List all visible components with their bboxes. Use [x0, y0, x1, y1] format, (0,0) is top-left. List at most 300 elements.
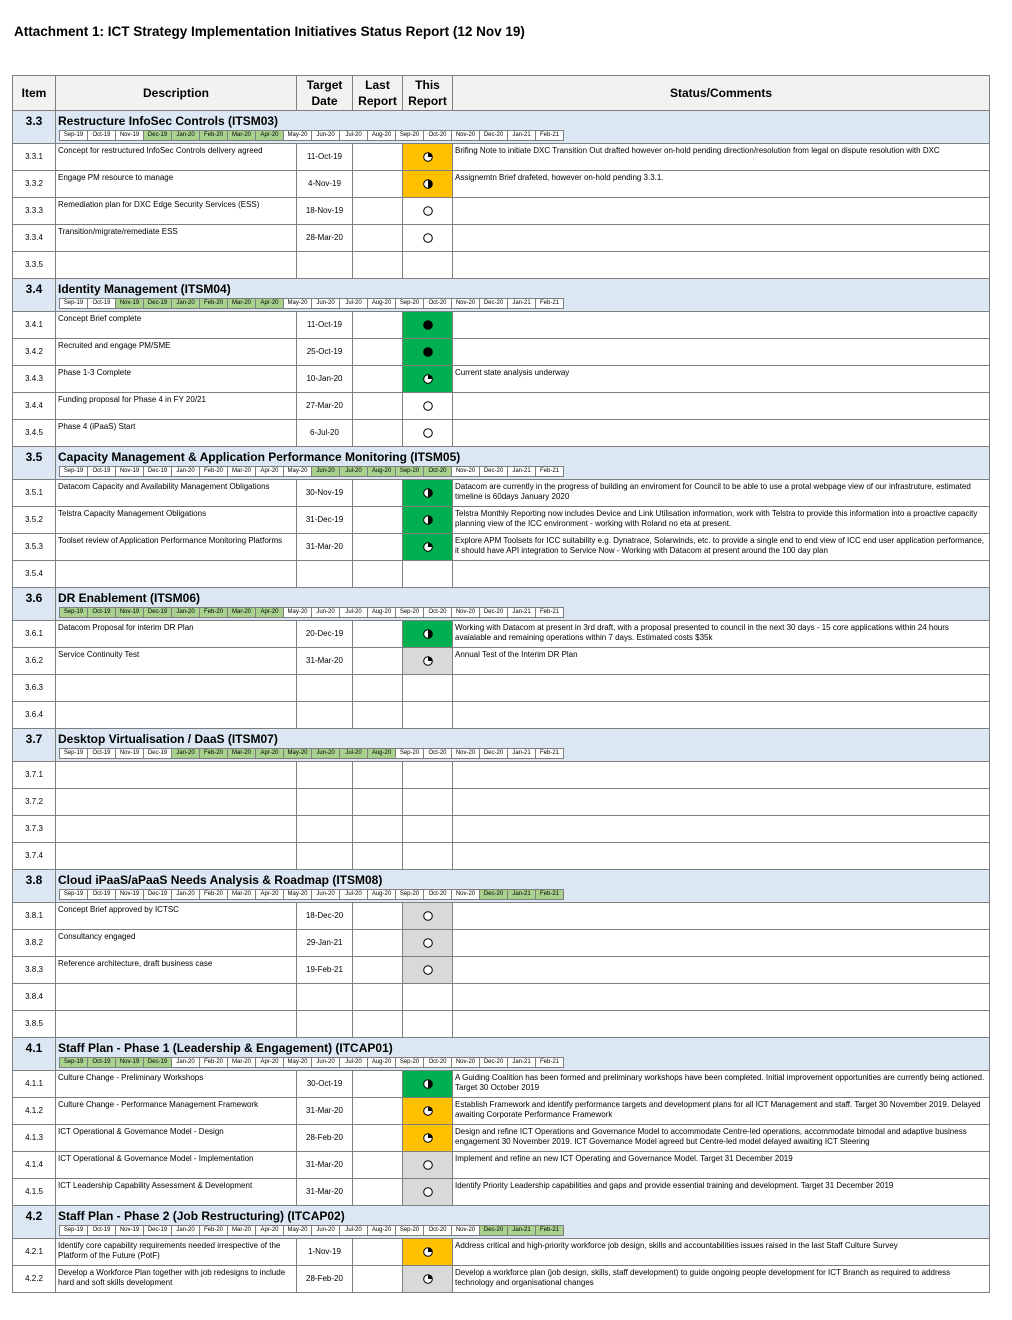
- timeline-month: Jun-20: [312, 1058, 340, 1067]
- item-target-date: [297, 675, 353, 702]
- item-status-comments: Implement and refine an new ICT Operating and Governance Model. Target 31 December 2019: [453, 1152, 990, 1179]
- timeline-month: Feb-20: [200, 467, 228, 476]
- section-timeline: [59, 889, 564, 900]
- timeline-month: Dec-19: [144, 608, 172, 617]
- timeline-month: Nov-20: [452, 131, 480, 140]
- table-row: [13, 534, 990, 561]
- item-number: 3.8.4: [13, 984, 56, 1011]
- status-indicator: [403, 1125, 452, 1151]
- timeline-month: Dec-20: [480, 608, 508, 617]
- item-target-date: 31-Dec-19: [297, 507, 353, 534]
- timeline-month: Oct-20: [424, 749, 452, 758]
- timeline-month: Jan-20: [172, 131, 200, 140]
- item-target-date: 11-Oct-19: [297, 312, 353, 339]
- item-status-comments: [453, 789, 990, 816]
- item-this-report: [403, 1266, 453, 1293]
- timeline-month: Jul-20: [340, 749, 368, 758]
- item-status-comments: Develop a workforce plan (job design, skills, staff development) to guide ongoing people development for ICT Branch as required to address technology and organisational changes: [453, 1266, 990, 1293]
- timeline-month: Mar-20: [228, 890, 256, 899]
- item-number: 3.5.1: [13, 480, 56, 507]
- timeline-month: Jan-20: [172, 467, 200, 476]
- item-target-date: 30-Oct-19: [297, 1071, 353, 1098]
- item-last-report: [353, 1266, 403, 1293]
- item-number: 3.4.5: [13, 420, 56, 447]
- item-number: 4.1.2: [13, 1098, 56, 1125]
- timeline-month: Oct-20: [424, 890, 452, 899]
- item-target-date: 11-Oct-19: [297, 144, 353, 171]
- item-description: Reference architecture, draft business case: [56, 957, 297, 984]
- item-status-comments: [453, 702, 990, 729]
- item-target-date: 31-Mar-20: [297, 1098, 353, 1125]
- section-header-row: [13, 870, 990, 903]
- item-status-comments: Working with Datacom at present in 3rd draft, with a proposal presented to council in the next 30 days - 15 core applications within 24 hours avaialable and remaining operations within 7 days. Estimated costs $35k: [453, 621, 990, 648]
- item-this-report: [403, 198, 453, 225]
- timeline-month: Nov-19: [116, 1058, 144, 1067]
- item-description: Service Continuity Test: [56, 648, 297, 675]
- item-this-report: [403, 420, 453, 447]
- item-number: 3.6.1: [13, 621, 56, 648]
- table-row: [13, 762, 990, 789]
- item-number: 3.8.1: [13, 903, 56, 930]
- item-status-comments: [453, 339, 990, 366]
- timeline-month: Oct-20: [424, 131, 452, 140]
- status-indicator: [403, 312, 452, 338]
- table-row: [13, 1152, 990, 1179]
- timeline-month: Sep-19: [60, 608, 88, 617]
- item-status-comments: Annual Test of the Interim DR Plan: [453, 648, 990, 675]
- item-last-report: [353, 762, 403, 789]
- table-row: [13, 252, 990, 279]
- item-last-report: [353, 171, 403, 198]
- timeline-month: Jun-20: [312, 749, 340, 758]
- timeline-month: Nov-20: [452, 749, 480, 758]
- item-this-report: [403, 1071, 453, 1098]
- item-target-date: [297, 816, 353, 843]
- timeline-month: Jul-20: [340, 299, 368, 308]
- item-target-date: [297, 843, 353, 870]
- timeline-month: Oct-19: [88, 749, 116, 758]
- item-number: 4.1.5: [13, 1179, 56, 1206]
- timeline-month: Dec-20: [480, 299, 508, 308]
- timeline-month: Mar-20: [228, 131, 256, 140]
- item-status-comments: Explore APM Toolsets for ICC suitability e.g. Dynatrace, Solarwinds, etc. to provide a single end to end view of ICC end user application performance, it should have API integration to Service Now - Working with Datacom at present around the 100 day plan: [453, 534, 990, 561]
- item-last-report: [353, 225, 403, 252]
- timeline-month: Dec-20: [480, 1226, 508, 1235]
- item-status-comments: [453, 816, 990, 843]
- timeline-month: May-20: [284, 890, 312, 899]
- timeline-month: Mar-20: [228, 1226, 256, 1235]
- item-status-comments: [453, 903, 990, 930]
- status-half-icon: [423, 179, 433, 189]
- timeline-month: May-20: [284, 131, 312, 140]
- table-row: [13, 675, 990, 702]
- timeline-month: Dec-19: [144, 1226, 172, 1235]
- item-last-report: [353, 903, 403, 930]
- timeline-month: Dec-19: [144, 749, 172, 758]
- item-last-report: [353, 1152, 403, 1179]
- header-this-report: This Report: [403, 76, 453, 111]
- status-indicator: [403, 930, 452, 956]
- status-indicator: [403, 1239, 452, 1265]
- item-target-date: 1-Nov-19: [297, 1239, 353, 1266]
- status-indicator: [403, 648, 452, 674]
- item-last-report: [353, 480, 403, 507]
- timeline-month: Sep-20: [396, 608, 424, 617]
- item-last-report: [353, 1239, 403, 1266]
- status-not-started-icon: [423, 1187, 433, 1197]
- status-indicator: [403, 903, 452, 929]
- item-last-report: [353, 366, 403, 393]
- item-number: 3.4.4: [13, 393, 56, 420]
- item-description: Remediation plan for DXC Edge Security Services (ESS): [56, 198, 297, 225]
- item-last-report: [353, 1011, 403, 1038]
- timeline-month: Oct-20: [424, 608, 452, 617]
- status-not-started-icon: [423, 1160, 433, 1170]
- item-description: Phase 4 (iPaaS) Start: [56, 420, 297, 447]
- section-title-cell: [56, 279, 990, 312]
- table-row: [13, 507, 990, 534]
- item-last-report: [353, 534, 403, 561]
- status-half-icon: [423, 515, 433, 525]
- item-status-comments: Identify Priority Leadership capabilities and gaps and provide essential training and development. Target 31 December 2019: [453, 1179, 990, 1206]
- section-title-cell: [56, 447, 990, 480]
- timeline-month: Jun-20: [312, 1226, 340, 1235]
- section-title: Staff Plan - Phase 2 (Job Restructuring) (ITCAP02): [58, 1209, 345, 1223]
- item-description: Consultancy engaged: [56, 930, 297, 957]
- timeline-month: Dec-20: [480, 890, 508, 899]
- item-target-date: 31-Mar-20: [297, 534, 353, 561]
- timeline-month: Jan-21: [508, 467, 536, 476]
- timeline-month: Aug-20: [368, 1226, 396, 1235]
- status-indicator: [403, 534, 452, 560]
- item-last-report: [353, 312, 403, 339]
- timeline-month: May-20: [284, 1058, 312, 1067]
- item-last-report: [353, 507, 403, 534]
- timeline-month: Feb-20: [200, 608, 228, 617]
- item-target-date: 20-Dec-19: [297, 621, 353, 648]
- item-last-report: [353, 648, 403, 675]
- item-description: Telstra Capacity Management Obligations: [56, 507, 297, 534]
- timeline-month: May-20: [284, 467, 312, 476]
- item-number: 3.3.5: [13, 252, 56, 279]
- timeline-month: Jul-20: [340, 467, 368, 476]
- status-indicator: [403, 507, 452, 533]
- status-indicator: [403, 1098, 452, 1124]
- section-number: 4.2: [13, 1206, 56, 1239]
- item-last-report: [353, 984, 403, 1011]
- timeline-month: May-20: [284, 749, 312, 758]
- timeline-month: Feb-20: [200, 890, 228, 899]
- section-title-cell: [56, 588, 990, 621]
- timeline-month: Jan-20: [172, 1226, 200, 1235]
- item-last-report: [353, 198, 403, 225]
- section-timeline: [59, 607, 564, 618]
- timeline-month: Jun-20: [312, 299, 340, 308]
- table-row: [13, 957, 990, 984]
- item-number: 3.5.4: [13, 561, 56, 588]
- timeline-month: Aug-20: [368, 1058, 396, 1067]
- item-last-report: [353, 930, 403, 957]
- timeline-month: Feb-21: [536, 890, 563, 899]
- section-number: 4.1: [13, 1038, 56, 1071]
- section-title-cell: [56, 729, 990, 762]
- status-complete-icon: [423, 320, 433, 330]
- timeline-month: Aug-20: [368, 299, 396, 308]
- item-status-comments: [453, 984, 990, 1011]
- status-not-started-icon: [423, 938, 433, 948]
- item-number: 3.5.3: [13, 534, 56, 561]
- timeline-month: Jan-20: [172, 608, 200, 617]
- timeline-month: Mar-20: [228, 1058, 256, 1067]
- section-header-row: [13, 1038, 990, 1071]
- timeline-month: Oct-19: [88, 1226, 116, 1235]
- timeline-month: Nov-19: [116, 608, 144, 617]
- item-status-comments: Design and refine ICT Operations and Governance Model to accommodate Centre-led operations, accommodate bimodal and adaptive business engagement 30 November 2019. ICT Governance Model agreed but Centre-led model delayed awaiting ICT Steering: [453, 1125, 990, 1152]
- item-last-report: [353, 339, 403, 366]
- item-this-report: [403, 225, 453, 252]
- timeline-month: Aug-20: [368, 749, 396, 758]
- item-target-date: 30-Nov-19: [297, 480, 353, 507]
- item-this-report: [403, 621, 453, 648]
- item-description: Concept for restructured InfoSec Controls delivery agreed: [56, 144, 297, 171]
- timeline-month: Jan-20: [172, 1058, 200, 1067]
- table-row: [13, 366, 990, 393]
- item-description: Identify core capability requirements needed irrespective of the Platform of the Future (PotF): [56, 1239, 297, 1266]
- timeline-month: Nov-19: [116, 467, 144, 476]
- table-row: [13, 1098, 990, 1125]
- section-title: Restructure InfoSec Controls (ITSM03): [58, 114, 279, 128]
- timeline-month: Nov-20: [452, 890, 480, 899]
- item-number: 3.8.5: [13, 1011, 56, 1038]
- item-target-date: [297, 561, 353, 588]
- item-this-report: [403, 1011, 453, 1038]
- item-this-report: [403, 366, 453, 393]
- item-number: 4.1.1: [13, 1071, 56, 1098]
- section-number: 3.7: [13, 729, 56, 762]
- section-title: Desktop Virtualisation / DaaS (ITSM07): [58, 732, 278, 746]
- section-number: 3.4: [13, 279, 56, 312]
- timeline-month: Feb-20: [200, 749, 228, 758]
- timeline-month: Oct-19: [88, 608, 116, 617]
- item-this-report: [403, 339, 453, 366]
- section-number: 3.6: [13, 588, 56, 621]
- item-description: Datacom Proposal for interim DR Plan: [56, 621, 297, 648]
- item-description: Culture Change - Preliminary Workshops: [56, 1071, 297, 1098]
- section-header-row: [13, 588, 990, 621]
- timeline-month: Jul-20: [340, 131, 368, 140]
- item-status-comments: [453, 843, 990, 870]
- item-last-report: [353, 420, 403, 447]
- item-target-date: 31-Mar-20: [297, 648, 353, 675]
- timeline-month: Apr-20: [256, 749, 284, 758]
- item-target-date: 29-Jan-21: [297, 930, 353, 957]
- item-last-report: [353, 561, 403, 588]
- status-indicator: [403, 957, 452, 983]
- item-target-date: 4-Nov-19: [297, 171, 353, 198]
- timeline-month: Mar-20: [228, 299, 256, 308]
- timeline-month: Feb-21: [536, 131, 563, 140]
- status-indicator: [403, 1152, 452, 1178]
- item-number: 3.3.1: [13, 144, 56, 171]
- item-number: 3.4.1: [13, 312, 56, 339]
- item-last-report: [353, 393, 403, 420]
- timeline-month: Nov-19: [116, 749, 144, 758]
- item-target-date: [297, 1011, 353, 1038]
- timeline-month: Feb-21: [536, 1058, 563, 1067]
- item-this-report: [403, 534, 453, 561]
- item-this-report: [403, 144, 453, 171]
- item-last-report: [353, 1179, 403, 1206]
- timeline-month: Jul-20: [340, 890, 368, 899]
- item-number: 3.7.1: [13, 762, 56, 789]
- item-number: 3.4.2: [13, 339, 56, 366]
- timeline-month: Jan-20: [172, 299, 200, 308]
- timeline-month: Jul-20: [340, 1058, 368, 1067]
- item-last-report: [353, 957, 403, 984]
- item-description: [56, 816, 297, 843]
- item-status-comments: [453, 930, 990, 957]
- section-timeline: [59, 298, 564, 309]
- item-status-comments: [453, 561, 990, 588]
- item-target-date: 25-Oct-19: [297, 339, 353, 366]
- table-row: [13, 480, 990, 507]
- status-indicator: [403, 1266, 452, 1292]
- timeline-month: Feb-21: [536, 749, 563, 758]
- page-title: Attachment 1: ICT Strategy Implementation Initiatives Status Report (12 Nov 19): [14, 24, 525, 39]
- item-this-report: [403, 762, 453, 789]
- timeline-month: Dec-19: [144, 1058, 172, 1067]
- table-row: [13, 1266, 990, 1293]
- timeline-month: May-20: [284, 299, 312, 308]
- timeline-month: Nov-19: [116, 131, 144, 140]
- timeline-month: Jan-21: [508, 890, 536, 899]
- item-description: ICT Operational & Governance Model - Design: [56, 1125, 297, 1152]
- item-status-comments: Establish Framework and identify performance targets and development plans for all ICT Management and staff. Target 30 November 2019. Delayed awaiting Corporate Performance Framework: [453, 1098, 990, 1125]
- item-description: Develop a Workforce Plan together with job redesigns to include hard and soft skills development: [56, 1266, 297, 1293]
- section-title: Cloud iPaaS/aPaaS Needs Analysis & Roadmap (ITSM08): [58, 873, 383, 887]
- timeline-month: Feb-20: [200, 1226, 228, 1235]
- item-last-report: [353, 702, 403, 729]
- status-indicator: [403, 339, 452, 365]
- timeline-month: Oct-19: [88, 1058, 116, 1067]
- item-description: Funding proposal for Phase 4 in FY 20/21: [56, 393, 297, 420]
- timeline-month: Jul-20: [340, 1226, 368, 1235]
- header-target-date: Target Date: [297, 76, 353, 111]
- header-description: Description: [56, 76, 297, 111]
- item-this-report: [403, 984, 453, 1011]
- item-target-date: 18-Nov-19: [297, 198, 353, 225]
- timeline-month: Feb-21: [536, 467, 563, 476]
- status-quarter-icon: [423, 1274, 433, 1284]
- timeline-month: Apr-20: [256, 299, 284, 308]
- status-indicator: [403, 198, 452, 224]
- timeline-month: Sep-20: [396, 131, 424, 140]
- item-status-comments: Address critical and high-priority workforce job design, skills and accountabilities issues raised in the last Staff Culture Survey: [453, 1239, 990, 1266]
- section-timeline: [59, 466, 564, 477]
- item-this-report: [403, 252, 453, 279]
- item-this-report: [403, 507, 453, 534]
- item-description: [56, 675, 297, 702]
- item-status-comments: [453, 225, 990, 252]
- timeline-month: Feb-21: [536, 1226, 563, 1235]
- item-description: ICT Leadership Capability Assessment & Development: [56, 1179, 297, 1206]
- section-title: Staff Plan - Phase 1 (Leadership & Engagement) (ITCAP01): [58, 1041, 393, 1055]
- timeline-month: Sep-19: [60, 749, 88, 758]
- item-description: [56, 984, 297, 1011]
- table-row: [13, 561, 990, 588]
- item-last-report: [353, 621, 403, 648]
- table-row: [13, 198, 990, 225]
- item-number: 3.8.3: [13, 957, 56, 984]
- item-number: 3.3.4: [13, 225, 56, 252]
- item-this-report: [403, 675, 453, 702]
- table-row: [13, 1011, 990, 1038]
- item-number: 3.7.4: [13, 843, 56, 870]
- item-number: 4.2.1: [13, 1239, 56, 1266]
- timeline-month: Sep-19: [60, 299, 88, 308]
- status-quarter-icon: [423, 152, 433, 162]
- status-indicator: [403, 420, 452, 446]
- item-description: [56, 843, 297, 870]
- timeline-month: Aug-20: [368, 467, 396, 476]
- table-row: [13, 621, 990, 648]
- timeline-month: Apr-20: [256, 467, 284, 476]
- item-description: [56, 702, 297, 729]
- item-this-report: [403, 1152, 453, 1179]
- item-this-report: [403, 930, 453, 957]
- status-not-started-icon: [423, 206, 433, 216]
- table-row: [13, 648, 990, 675]
- status-half-icon: [423, 1079, 433, 1089]
- item-status-comments: [453, 957, 990, 984]
- timeline-month: Apr-20: [256, 608, 284, 617]
- item-status-comments: [453, 198, 990, 225]
- table-row: [13, 843, 990, 870]
- item-target-date: 27-Mar-20: [297, 393, 353, 420]
- item-number: 4.1.3: [13, 1125, 56, 1152]
- timeline-month: Sep-19: [60, 467, 88, 476]
- status-not-started-icon: [423, 428, 433, 438]
- table-row: [13, 171, 990, 198]
- timeline-month: Apr-20: [256, 131, 284, 140]
- timeline-month: Nov-19: [116, 890, 144, 899]
- item-description: [56, 252, 297, 279]
- item-status-comments: Telstra Monthly Reporting now includes Device and Link Utilisation information, work with Telstra to provide this information into a proactive capacity planning view of the ICC environment - working with Roland no eta at present.: [453, 507, 990, 534]
- timeline-month: Nov-20: [452, 299, 480, 308]
- status-quarter-icon: [423, 1247, 433, 1257]
- timeline-month: Dec-19: [144, 467, 172, 476]
- item-number: 3.8.2: [13, 930, 56, 957]
- table-row: [13, 1071, 990, 1098]
- section-header-row: [13, 279, 990, 312]
- timeline-month: Mar-20: [228, 608, 256, 617]
- timeline-month: Sep-20: [396, 749, 424, 758]
- timeline-month: Jan-20: [172, 749, 200, 758]
- table-row: [13, 930, 990, 957]
- item-this-report: [403, 957, 453, 984]
- item-last-report: [353, 1125, 403, 1152]
- item-target-date: 28-Mar-20: [297, 225, 353, 252]
- table-row: [13, 339, 990, 366]
- timeline-month: Aug-20: [368, 890, 396, 899]
- timeline-month: Oct-20: [424, 1058, 452, 1067]
- header-last-report: Last Report: [353, 76, 403, 111]
- status-quarter-icon: [423, 656, 433, 666]
- timeline-month: Oct-19: [88, 467, 116, 476]
- table-row: [13, 789, 990, 816]
- timeline-month: Mar-20: [228, 467, 256, 476]
- item-number: 3.7.3: [13, 816, 56, 843]
